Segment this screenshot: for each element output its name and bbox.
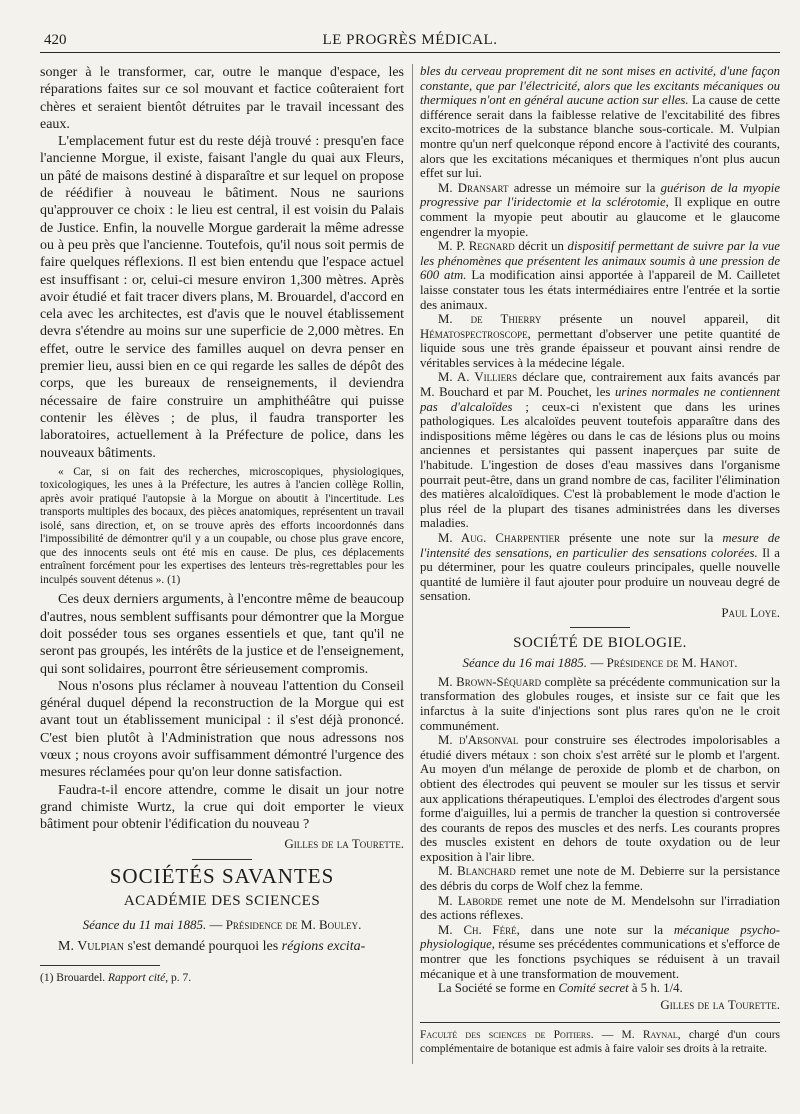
italic-text: dispositif permettant de suivre par la vue les phénomènes que présentent les animaux soumis à une pression de 600 atm. [420,239,780,283]
paragraph [420,864,780,893]
italic-text: mesure de l'intensité des sensations, en particulier des sensations colorées. [420,531,780,560]
paragraph [420,733,780,864]
italic-text: bles du cerveau proprement dit ne sont mises en activité, d'une façon constante, que par l'électricité, alors que les excitants mécaniques ou thermiques n'ont en général aucune action sur elles. [420,64,780,108]
paragraph [420,531,780,604]
paragraph [420,64,780,181]
paragraph-text: s'est demandé pourquoi les [127,938,279,954]
footnote-rule [40,965,160,966]
faculty-notice [420,1022,780,1056]
paragraph [420,894,780,923]
paragraph: Faudra-t-il encore attendre, comme le disait un jour notre grand chimiste Wurtz, la crue qui doit emporter le vieux bâtiment pour obtenir l'édification du nouveau ? [40,782,404,833]
italic-text: régions excita- [281,938,366,954]
paragraph-text: pour construire ses électrodes impolorisables a étudié divers métaux : son choix s'est arrêté sur le plomb et l'argent. Au moyen d'un mélange de peroxide de plomb et de charbon, on obtient des électrodes qui peuvent se mouler sur les tissus et servir aux applications thérapeutiques. L'emploi des électrodes d'argent sous forme d'aiguilles, lui a permis de trancher la question si controversée des courants de repos des muscles et des nerfs. Les courants propres des muscles existent en dehors de toute oxydation ou de leur exposition à l'air libre. [420,733,780,864]
footnote-rest: , p. 7. [165,971,192,984]
seance-heading [40,916,404,933]
paragraph-text: , résume ses précédentes communications et s'efforce de montrer que les fonctions psychiques se réduisent à un travail mécanique et à une transformation de mouvement. [420,937,780,981]
italic-text: urines normales ne contiennent pas d'alcaloïdes [420,385,780,414]
signature: Gilles de la Tourette. [660,996,780,1012]
author-name: M. Brown-Séquard [438,674,542,689]
seance-presidence: — Présidence de M. Bouley. [209,917,362,933]
paragraph-text: , permettant d'observer une petite quantité de liquide sous une très grande épaisseur et pouvant ainsi rendre de véritables services à la médecine légale. [420,326,780,370]
paragraph-text: adresse un mémoire sur la [513,180,656,195]
paragraph-text: complète sa précédente communication sur la transformation des globules rouges, et insiste sur ce fait que les infarctus à la suite d'injections sont plus rares qu'on ne le croit communément. [420,674,781,733]
section-separator [570,627,630,628]
paragraph: songer à le transformer, car, outre le manque d'espace, les réparations faites sur ce sol mouvant et factice coûteraient fort chères et seraient bientôt détruites par le travail incessant des eaux. [40,65,404,132]
author-name: M. P. Regnard [438,239,515,254]
paragraph [420,923,780,981]
author-name: M. Laborde [438,893,503,908]
seance-heading [420,656,780,671]
page-header [40,30,780,53]
italic-text: Comité secret [558,981,629,996]
footnote [40,970,404,987]
paragraph [420,981,780,996]
seance-presidence: — Présidence de M. Hanot. [590,655,738,671]
smallcaps-text: Faculté des sciences de Poitiers. [420,1029,594,1042]
paragraph [40,938,404,955]
paragraph [420,181,780,239]
running-title: LE PROGRÈS MÉDICAL. [322,32,498,48]
author-name: M. Vulpian [58,938,124,954]
author-name: M. Blanchard [438,864,516,879]
smallcaps-text: Hématospectroscope [420,326,528,341]
paragraph-text: présente un nouvel appareil, dit [559,312,780,327]
seance-date: Séance du 16 mai 1885. [462,655,588,671]
academy-title: ACADÉMIE DES SCIENCES [123,893,321,910]
paragraph-text: remet une note de M. Mendelsohn sur l'irradiation des actions réflexes. [420,893,780,923]
column-divider [412,64,413,1064]
section-title: SOCIÉTÉS SAVANTES [109,863,335,888]
paragraph-text: remet une note de M. Debierre sur la persistance des débris du corps de Wolf chez la femme. [420,864,780,894]
footnote-ref: (1) Brouardel. [40,971,106,984]
italic-text: mécanique psycho-physiologique [420,922,780,952]
author-name: M. Aug. Charpentier [438,531,560,545]
author-name: M. A. Villiers [438,370,518,385]
paragraph-text: déclare que, contrairement aux faits avancés par M. Bouchard et par M. Pouchet, les [420,370,781,400]
paragraph: Ces deux derniers arguments, à l'encontre même de beaucoup d'autres, nous semblent suffisants pour démontrer que la Morgue doit posséder tous ses organes essentiels et que, tant qu'il ne seront pas groupés, les intérêts de la justice et de l'enseignement, qui sont solidaires, pourront être sérieusement compromis. [40,592,404,677]
author-name: M. d'Arsonval [438,733,519,748]
left-column [40,64,404,987]
author-name: M. Dransart [438,180,509,195]
paragraph: L'emplacement futur est du reste déjà trouvé : presqu'en face l'ancienne Morgue, il existe, faisant l'angle du quai aux Fleurs, un pâté de maisons destiné à disparaître et sur lequel on propose de réédifier à nouveau le bâtiment. Nous ne saurions qu'approuver ce choix : le lieu est central, il est voisin du Palais de Justice. Enfin, la nouvelle Morgue garderait la même adresse ou à peu près que l'ancienne. Toutefois, qu'il nous soit permis de faire quelques réflexions. Il est bien entendu que l'espace actuel est insuffisant : or, celui-ci mesure environ 1,300 mètres. Après avoir étudié et fait tracer divers plans, M. Brouardel, d'accord en cela avec les architectes, est d'avis que le nouvel établissement devra s'étendre au moins sur une superficie de 2,000 mètres. En effet, outre le service des familles auquel on devra penser en premier lieu, aussi bien en ce qui regarde les salles de dépôt des corps, que les bureaux de renseignements, il deviendra nécessaire de faire construire un amphithéâtre qui puisse contenir les élèves ; de plus, il faudra transporter les laboratoires, actuellement à la Préfecture de police, dans les nouveaux bâtiments. [40,134,404,461]
author-name: M. Ch. Féré [438,922,517,937]
paragraph-text: La cause de cette différence serait dans la faiblesse relative de l'excitabilité des fibres excito-motrices de la substance blanche sous-corticale. M. Vulpian montre qu'un nerf quelconque répond encore à l'activité des courants, alors que les excitations mécaniques et thermiques n'ont plus aucun effet sur lui. [420,93,780,181]
italic-text: guérison de la myopie progressive par l'iridectomie et la sclérotomie [420,180,780,210]
paragraph [420,312,780,370]
right-column [420,64,780,1056]
signature: Paul Loye. [721,604,780,620]
page-number: 420 [44,32,67,48]
paragraph-text: Il a pu déterminer, pour les quatre couleurs principales, quelle nouvelle quantité de lumière il faut ajouter pour produire un nouveau degré de sensation. [420,545,780,604]
paragraph-text: ; ceux-ci n'existent que dans les urines pathologiques. Les alcaloïdes peuvent toutefois apparaître dans des indispositions même légères ou dans le cas de lésions plus ou moins anciennes et persistantes qui passent inaperçues par suite de l'habitude. L'ingestion de doses d'eau massives dans l'organisme pourrait peut-être, dans un grand nombre de cas, faciliter l'élimination des matières alcaloïdiques. C'est là probablement le mode d'action le plus réel de la plupart des tisanes administrées dans les diverses maladies. [420,399,780,531]
signature: Gilles de la Tourette. [284,836,404,852]
paragraph-text: , chargé d'un cours complémentaire de botanique est admis à faire valoir ses droits à la retraite. [420,1029,780,1055]
quotation: « Car, si on fait des recherches, microscopiques, physiologiques, toxicologiques, les unes à la Préfecture, les autres à l'ancien collège Rollin, après avoir pratiqué l'autopsie à la Morgue on aboutit à l'incertitude. Les transports multiples des bocaux, des pièces anatomiques, représentent un travail isolé, sans direction, et, on se trouve après des efforts incoordonnés dans l'impossibilité de démontrer qu'il y a un coupable, ou chose plus grave encore, que des innocents seuls ont été mis en cause. De plus, ces déplacements entraînent forcément pour les expertises des lenteurs très-regrettables pour les inculpés souvent détenus ». (1) [40,465,404,586]
paragraph [420,370,780,531]
paragraph-text: , dans une note sur la [516,922,664,937]
paragraph: Nous n'osons plus réclamer à nouveau l'attention du Conseil général duquel dépend la reconstruction de la Morgue qui est avant tout un établissement municipal : il s'est déjà prononcé. C'est bien plutôt à l'Administration que nous adressons nos vœux ; nous croyons avoir suffisamment démontré l'urgence des mesures réclamées pour qu'on leur donne satisfaction. [40,678,404,781]
biology-title: SOCIÉTÉ DE BIOLOGIE. [513,634,687,651]
author-name: M. de Thierry [438,312,542,327]
paragraph-text: La modification ainsi apportée à l'appareil de M. Cailletet laisse constater tous les états intermédiaires entre l'entrée et la sortie des animaux. [420,268,780,312]
section-separator [192,859,252,860]
author-name: — M. Raynal [601,1029,678,1042]
paragraph-text: La Société se forme en [438,981,556,996]
paragraph-text: décrit un [518,239,564,254]
seance-date: Séance du 11 mai 1885. [82,917,207,933]
footnote-italic: Rapport cité [108,971,166,984]
paragraph-text: présente une note sur la [569,531,714,545]
paragraph-text: , Il explique en outre comment la myopie peut aboutir au glaucome et le glaucome engendrer la myopie. [420,195,781,239]
paragraph [420,239,780,312]
paragraph [420,675,780,733]
paragraph-text: à 5 h. 1/4. [631,981,683,996]
